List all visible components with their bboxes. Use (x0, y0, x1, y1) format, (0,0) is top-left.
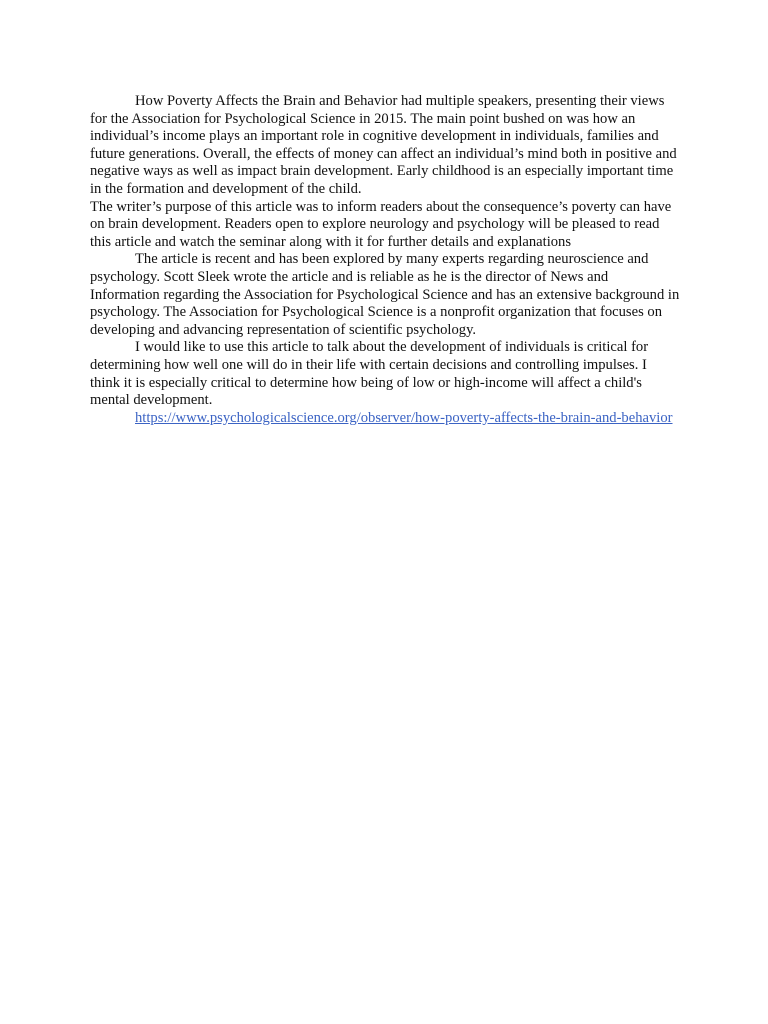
document-body (90, 93, 680, 427)
paragraph-summary: How Poverty Affects the Brain and Behavior had multiple speakers, presenting their views for the Association for Psychological Science in 2015. The main point bushed on was how an individual’s income plays an important role in cognitive development in individuals, families and future generations. Overall, the effects of money can affect an individual’s mind both in positive and negative ways as well as impact brain development. Early childhood is an especially important time in the formation and development of the child. (90, 93, 677, 197)
paragraph-purpose: The writer’s purpose of this article was to inform readers about the consequence’s poverty can have on brain development. Readers open to explore neurology and psychology will be pleased to read this article and watch the seminar along with it for further details and explanations (90, 198, 672, 250)
article-url-link[interactable]: https://www.psychologicalscience.org/observer/how-poverty-affects-the-brain-and-behavior (135, 409, 673, 426)
paragraph-usage: I would like to use this article to talk about the development of individuals is critical for determining how well one will do in their life with certain decisions and controlling impulses. I think it is especially critical to determine how being of low or high-income will affect a child's mental development. (90, 339, 649, 409)
paragraph-reliability: The article is recent and has been explored by many experts regarding neuroscience and psychology. Scott Sleek wrote the article and is reliable as he is the director of News and Information regarding the Association for Psychological Science and has an extensive background in psychology. The Association for Psychological Science is a nonprofit organization that focuses on developing and advancing representation of scientific psychology. (90, 251, 680, 338)
reference-link-paragraph (90, 410, 680, 428)
